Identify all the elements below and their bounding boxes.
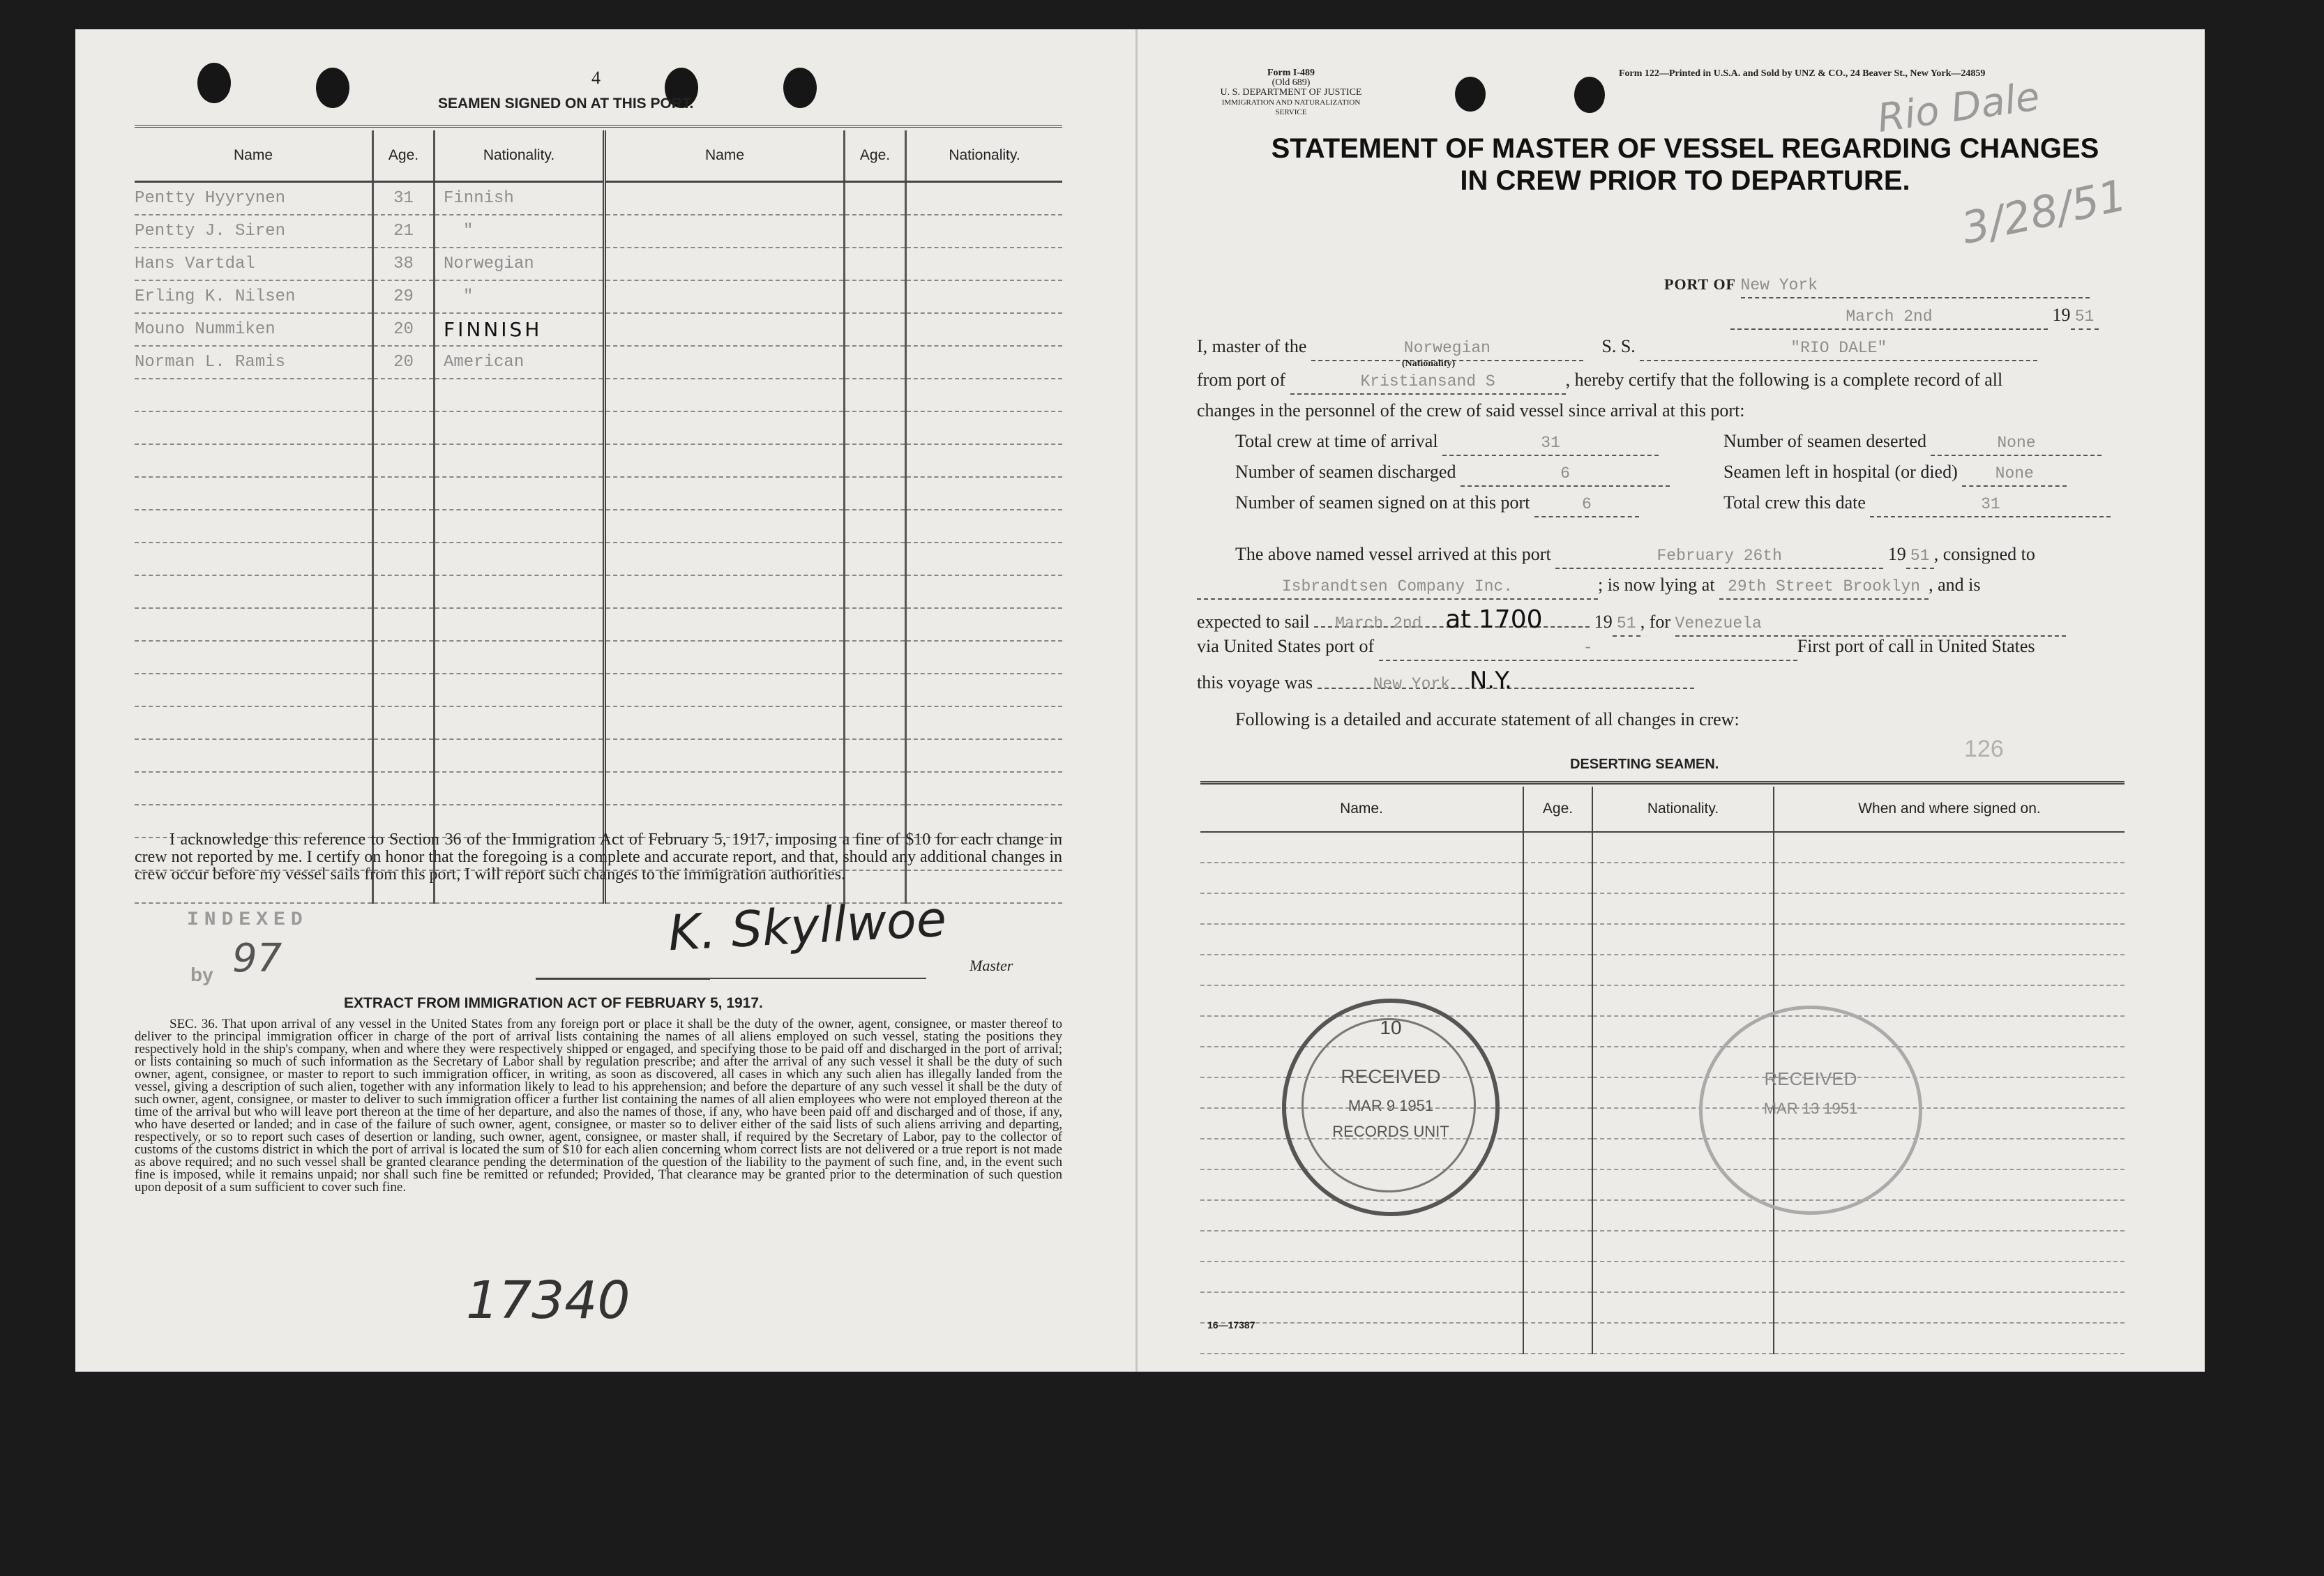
arrived-year: 51: [1906, 547, 1934, 569]
consignee-line: [1197, 575, 1980, 600]
sail-year: 51: [1613, 614, 1640, 637]
seaman-nationality: American: [435, 346, 605, 379]
stat-total-arrival: [1235, 431, 1659, 456]
via-line: [1197, 636, 2035, 661]
form-old: (Old 689): [1272, 77, 1311, 88]
table-row: [135, 543, 1062, 575]
table-row: [135, 346, 1062, 379]
column-header: Age.: [845, 130, 906, 182]
sail-line: [1197, 605, 2066, 637]
title-line-1: STATEMENT OF MASTER OF VESSEL REGARDING CHANGES: [1271, 133, 2099, 164]
for-label: , for: [1640, 612, 1671, 632]
indexed-by-initials: 97: [232, 936, 282, 981]
table-row: [135, 411, 1062, 444]
master-signature: K. Skyllwoe: [667, 890, 948, 962]
seaman-age: 20: [373, 346, 435, 379]
ss-label: S. S.: [1601, 336, 1636, 356]
master-label: Master: [969, 957, 1013, 974]
column-header: Age.: [373, 130, 435, 182]
seaman-age: 29: [373, 280, 435, 313]
stat-deserted: [1723, 431, 2102, 456]
via-value: -: [1379, 639, 1797, 661]
table-row: [135, 772, 1062, 805]
column-header: Nationality.: [1592, 787, 1774, 832]
table-row: [1200, 1261, 2125, 1292]
table-row: [135, 182, 1062, 215]
signed-on-table: [135, 130, 1062, 904]
right-page: [1135, 29, 2205, 1372]
voyage-value: New York: [1373, 675, 1451, 693]
seaman-nationality: Norwegian: [435, 248, 605, 280]
column-header: Name: [605, 130, 845, 182]
seaman-age: 38: [373, 248, 435, 280]
nationality-value: Norwegian: [1311, 339, 1583, 361]
stat-total-date: [1723, 492, 2111, 517]
table-row: [135, 379, 1062, 411]
year-prefix: 19: [1887, 544, 1906, 564]
stamp-received: RECEIVED: [1764, 1068, 1857, 1089]
punch-hole: [783, 68, 817, 108]
stat-value: 31: [1870, 495, 2111, 517]
table-row: [135, 215, 1062, 248]
indexed-by-label: by: [190, 964, 213, 985]
table-row: [135, 280, 1062, 313]
certify-text: , hereby certify that the following is a complete record of all: [1565, 370, 2003, 390]
table-row: [1200, 1292, 2125, 1323]
left-page: [75, 29, 1135, 1372]
received-stamp: [1282, 999, 1500, 1216]
ship-name: "RIO DALE": [1640, 339, 2037, 361]
sail-value: March 2nd: [1335, 614, 1422, 632]
acknowledgment-text: I acknowledge this reference to Section 36 of the Immigration Act of February 5, 1917, imposing a fine of $10 for each change in crew not reported by me. I certify on honor that the foregoing is a complete and accurate report, and that, should any additional changes in crew occur before my vessel sails from this port, I will report such changes to the immigration authorities.: [135, 831, 1062, 884]
stat-label: Number of seamen signed on at this port: [1235, 492, 1530, 513]
arrived-label: The above named vessel arrived at this port: [1235, 544, 1551, 564]
table-top-rule: [135, 125, 1062, 128]
year-prefix: 19: [2052, 305, 2071, 325]
punch-hole: [197, 63, 231, 103]
stat-value: 31: [1442, 434, 1659, 456]
date-line: [1730, 305, 2099, 330]
form-title: [1197, 132, 2173, 197]
voyage-label: this voyage was: [1197, 672, 1313, 692]
stamp-top: 10: [1380, 1017, 1402, 1038]
arrived-value: February 26th: [1555, 547, 1883, 569]
year-value: 51: [2071, 308, 2099, 330]
column-header: Nationality.: [435, 130, 605, 182]
printer-note: Form 122—Printed in U.S.A. and Sold by UNZ & CO., 24 Beaver St., New York—24859: [1619, 68, 1986, 79]
stat-discharged: [1235, 462, 1670, 487]
stamp-date: MAR 13 1951: [1763, 1100, 1858, 1117]
column-header: Nationality.: [906, 130, 1063, 182]
punch-hole: [1574, 77, 1605, 113]
footer-code: 16—17387: [1207, 1319, 1255, 1331]
date-value: March 2nd: [1730, 308, 2048, 330]
seaman-name: Hans Vartdal: [135, 248, 373, 280]
stat-signed-on: [1235, 492, 1639, 517]
arrived-line: [1235, 544, 2035, 569]
page-number: 4: [591, 68, 601, 88]
stat-value: None: [1931, 434, 2102, 456]
stamp-received: RECEIVED: [1341, 1066, 1441, 1087]
via-label: via United States port of: [1197, 636, 1375, 656]
punch-hole: [1455, 77, 1486, 112]
form-id: Form I-489: [1267, 68, 1315, 78]
column-header: Name: [135, 130, 373, 182]
table-row: [135, 248, 1062, 280]
table-row: [1200, 1323, 2125, 1354]
extract-title: EXTRACT FROM IMMIGRATION ACT OF FEBRUARY 5, 1917.: [344, 995, 763, 1011]
table-row: [135, 477, 1062, 510]
handwritten-number: 17340: [466, 1271, 631, 1331]
table-row: [1200, 924, 2125, 955]
margin-note-date: 3/28/51: [1957, 169, 2131, 255]
seaman-nationality: Finnish: [435, 182, 605, 215]
stat-hospital: [1723, 462, 2067, 487]
port-line: [1664, 273, 2090, 298]
margin-note-ship: Rio Dale: [1874, 74, 2043, 142]
for-value: Venezuela: [1675, 614, 2066, 637]
stat-label: Number of seamen deserted: [1723, 431, 1926, 451]
from-port-line: [1197, 370, 2002, 395]
stat-label: Number of seamen discharged: [1235, 462, 1456, 482]
stamp-date: MAR 9 1951: [1348, 1097, 1434, 1114]
table-row: [135, 674, 1062, 706]
form-header: [1207, 68, 1375, 117]
nationality-caption: (Nationality): [1401, 358, 1456, 369]
seaman-name: Erling K. Nilsen: [135, 280, 373, 313]
following-text: Following is a detailed and accurate statement of all changes in crew:: [1235, 709, 1740, 729]
seaman-nationality: ": [435, 280, 605, 313]
stat-label: Total crew this date: [1723, 492, 1866, 513]
received-stamp-faint: [1699, 1006, 1922, 1215]
table-row: [135, 575, 1062, 608]
seaman-nationality: FINNISH: [435, 313, 605, 346]
lying-label: ; is now lying at: [1598, 575, 1715, 595]
table-row: [135, 608, 1062, 641]
lying-value: 29th Street Brooklyn: [1719, 577, 1929, 600]
master-line: [1197, 336, 2037, 369]
seaman-name: Norman L. Ramis: [135, 346, 373, 379]
table-row: [135, 739, 1062, 772]
seaman-age: 20: [373, 313, 435, 346]
table-row: [1200, 1200, 2125, 1231]
stat-value: 6: [1534, 495, 1639, 517]
table-row: [1200, 955, 2125, 985]
from-port-label: from port of: [1197, 370, 1286, 390]
deserting-heading: DESERTING SEAMEN.: [1570, 757, 1719, 772]
stamp-number: 126: [1964, 736, 2004, 762]
seaman-nationality: ": [435, 215, 605, 248]
stat-label: Total crew at time of arrival: [1235, 431, 1438, 451]
stat-label: Seamen left in hospital (or died): [1723, 462, 1958, 482]
seaman-name: Mouno Nummiken: [135, 313, 373, 346]
stat-value: None: [1962, 464, 2067, 487]
department: U. S. DEPARTMENT OF JUSTICE: [1220, 87, 1362, 98]
table-row: [1200, 1231, 2125, 1261]
signed-on-heading: SEAMEN SIGNED ON AT THIS PORT.: [438, 96, 694, 112]
table-row: [135, 444, 1062, 477]
consignee-value: Isbrandtsen Company Inc.: [1197, 577, 1598, 600]
table-row: [135, 510, 1062, 543]
column-header: Name.: [1200, 787, 1523, 832]
changes-line: changes in the personnel of the crew of said vessel since arrival at this port:: [1197, 400, 1745, 420]
deserting-top-rule: [1200, 781, 2125, 785]
punch-hole: [316, 68, 349, 108]
first-port-label: First port of call in United States: [1797, 636, 2035, 656]
stat-value: 6: [1461, 464, 1670, 487]
from-port-value: Kristiansand S: [1290, 372, 1566, 395]
table-row: [1200, 832, 2125, 863]
sail-handwritten: at 1700: [1445, 605, 1543, 634]
expected-label: expected to sail: [1197, 612, 1310, 632]
table-row: [1200, 863, 2125, 893]
seaman-age: 21: [373, 215, 435, 248]
service: IMMIGRATION AND NATURALIZATION SERVICE: [1221, 98, 1361, 116]
table-row: [135, 706, 1062, 739]
and-is-label: , and is: [1929, 575, 1981, 595]
year-prefix: 19: [1594, 612, 1613, 632]
consigned-label: , consigned to: [1933, 544, 2035, 564]
column-header: When and where signed on.: [1774, 787, 2125, 832]
extract-text: SEC. 36. That upon arrival of any vessel in the United States from any foreign port or place it shall be the duty of the owner, agent, consignee, or master thereof to deliver to the principal immigration officer in charge of the port of arrival lists containing the names of all aliens employed on such vessel, stating the positions they respectively hold in the ship's company, when and where they were respectively shipped or engaged, and specifying those to be paid off and discharged in the port of arrival; or lists containing so much of such information as the Secretary of Labor shall by regulation prescribe; and after the arrival of any such vessel it shall be the duty of such owner, agent, consignee, or master to report to such immigration officer, in writing, as soon as discovered, all cases in which any such alien has illegally landed from the vessel, giving a description of such alien, together with any information likely to lead to his apprehension; and before the departure of any such vessel it shall be the duty of such owner, agent, consignee, or master to deliver to such immigration officer a further list containing the names of all alien employees who were not employed thereon at the time of the arrival but who will leave port thereon at the time of her departure, and also the names of those, if any, who have been paid off and discharged and of those, if any, who have deserted or landed; and in case of the failure of such owner, agent, consignee, or master so to deliver either of the said lists of such aliens arriving and departing, respectively, or so to report such cases of desertion or landing, such owner, agent, consignee, or master shall, if required by the Secretary of Labor, pay to the collector of customs of the customs district in which the port of arrival is located the sum of $10 for each alien concerning whom correct lists are not delivered or a true report is not made as above required; and no such vessel shall be granted clearance pending the determination of the question of the liability to the payment of such fine, and, in the event such fine is imposed, while it remains unpaid; nor shall such fine be remitted or refunded; Provided, That clearance may be granted prior to the determination of such question upon deposit of a sum sufficient to cover such fine.: [135, 1017, 1062, 1195]
voyage-line: [1197, 667, 1694, 693]
table-row: [135, 313, 1062, 346]
table-row: [1200, 893, 2125, 924]
title-line-2: IN CREW PRIOR TO DEPARTURE.: [1460, 165, 1910, 196]
sail-value-field: [1314, 605, 1590, 634]
port-label: PORT OF: [1664, 275, 1736, 293]
voyage-handwritten: N.Y.: [1469, 667, 1512, 695]
seaman-age: 31: [373, 182, 435, 215]
indexed-stamp: INDEXED: [187, 909, 308, 931]
seaman-name: Pentty J. Siren: [135, 215, 373, 248]
voyage-value-field: [1318, 667, 1694, 695]
port-value: New York: [1741, 276, 2090, 298]
extract-rule: [536, 978, 710, 980]
column-header: Age.: [1523, 787, 1592, 832]
table-row: [135, 641, 1062, 674]
stamp-records-unit: RECORDS UNIT: [1332, 1123, 1449, 1140]
seaman-name: Pentty Hyyrynen: [135, 182, 373, 215]
master-of-label: I, master of the: [1197, 336, 1307, 356]
